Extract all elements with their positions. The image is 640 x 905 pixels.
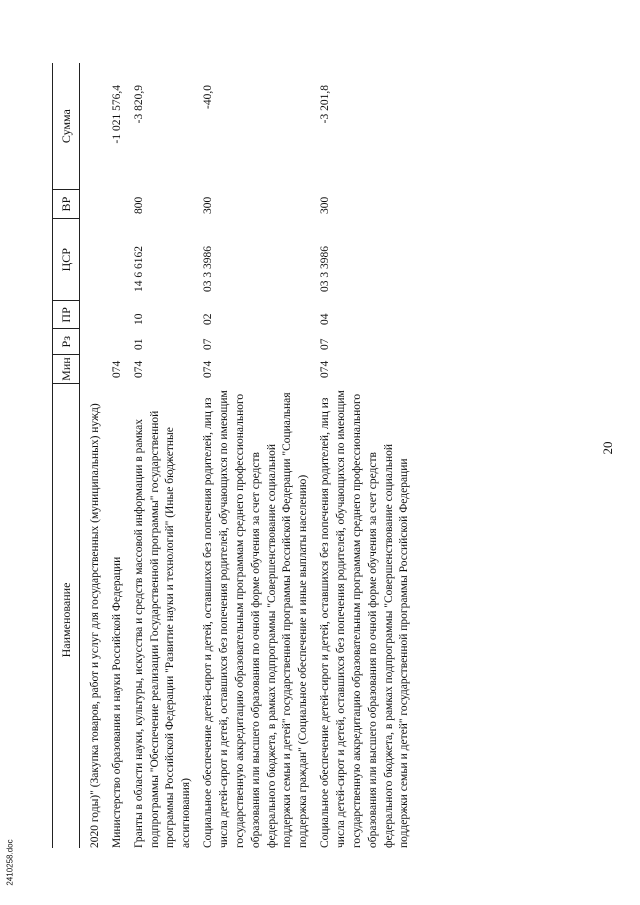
cell-pr: [110, 300, 126, 327]
cell-rz: 07: [319, 338, 332, 350]
table-row: [201, 63, 312, 848]
col-header-csr: ЦСР: [53, 218, 79, 300]
cell-name: Министерство образования и науки Российской Федерации: [110, 556, 123, 848]
cell-name: Социальное обеспечение детей-сирот и детей, оставшихся без попечения родителей, лиц из числа детей-сирот и детей, оставшихся без попечения родителей, обучающихся по имеющим государственную аккредитацию образовательным программам среднего профессионального образования или высшего образования по очной форме обучения за счет средств федерального бюджета, в рамках подпрограммы "Совершенствование социальной поддержки семьи и детей" государственной программы Российской Федерации "Социальная поддержка граждан" (Социальное обеспечение и иные выплаты населению): [202, 390, 310, 848]
page-number: 20: [600, 441, 615, 455]
cell-rz: 07: [202, 338, 215, 350]
cell-sum: -40,0: [202, 85, 215, 109]
cell-rz: [110, 327, 126, 352]
cell-vr: [88, 190, 104, 218]
cell-pr: 02: [202, 313, 215, 325]
cell-min: 074: [202, 360, 215, 378]
cell-vr: 300: [202, 196, 215, 214]
cell-min: 074: [319, 360, 332, 378]
cell-sum: -3 201,8: [319, 85, 332, 124]
cell-pr: 10: [132, 313, 145, 325]
table-row: [88, 63, 104, 848]
cell-sum: -1 021 576,4: [110, 85, 123, 144]
cell-pr: 04: [319, 313, 332, 325]
cell-vr: [110, 190, 126, 218]
cell-rz: [88, 327, 104, 352]
table-row: [318, 63, 413, 848]
cell-rz: 01: [132, 338, 145, 350]
cell-pr: [88, 300, 104, 327]
col-header-min: Мин: [53, 354, 79, 383]
cell-csr: 03 3 3986: [319, 246, 332, 292]
col-header-vr: ВР: [53, 189, 79, 218]
budget-table: [52, 63, 587, 848]
cell-csr: [88, 218, 104, 300]
cell-csr: 03 3 3986: [202, 246, 215, 292]
col-header-rz: Рз: [53, 328, 79, 354]
cell-sum: [88, 63, 104, 190]
cell-vr: 800: [132, 196, 145, 214]
cell-name: 2020 годы)" (Закупка товаров, работ и услуг для государственных (муниципальных) нужд): [89, 403, 101, 848]
document-file-name: 2410258.doc: [5, 839, 15, 886]
col-header-name: Наименование: [53, 383, 79, 848]
cell-min: [88, 352, 104, 380]
table-row: [110, 63, 126, 848]
cell-sum: -3 820,9: [132, 85, 145, 124]
cell-csr: [110, 218, 126, 300]
col-header-pr: ПР: [53, 300, 79, 328]
cell-min: 074: [110, 360, 123, 378]
cell-name: Социальное обеспечение детей-сирот и детей, оставшихся без попечения родителей, лиц из числа детей-сирот и детей, оставшихся без попечения родителей, обучающихся по имеющим государственную аккредитацию образовательным программам среднего профессионального образования или высшего образования по очной форме обучения за счет средств федерального бюджета, в рамках подпрограммы "Совершенствование социальной поддержки семьи и детей" государственной программы Российской Федерации: [319, 390, 411, 848]
cell-min: 074: [132, 360, 145, 378]
table-header-row: [52, 63, 80, 848]
col-header-sum: Сумма: [58, 109, 73, 144]
cell-name: Гранты в области науки, культуры, искусства и средств массовой информации в рамках подпрограммы "Обеспечение реализации Государственной программы" государственной программы Российской Федерации "Развитие науки и технологий" (Иные бюджетные ассигнования): [132, 410, 193, 848]
table-row: [132, 63, 195, 848]
budget-table-body: [52, 63, 413, 848]
cell-csr: 14 6 6162: [132, 246, 145, 292]
cell-vr: 300: [319, 196, 332, 214]
